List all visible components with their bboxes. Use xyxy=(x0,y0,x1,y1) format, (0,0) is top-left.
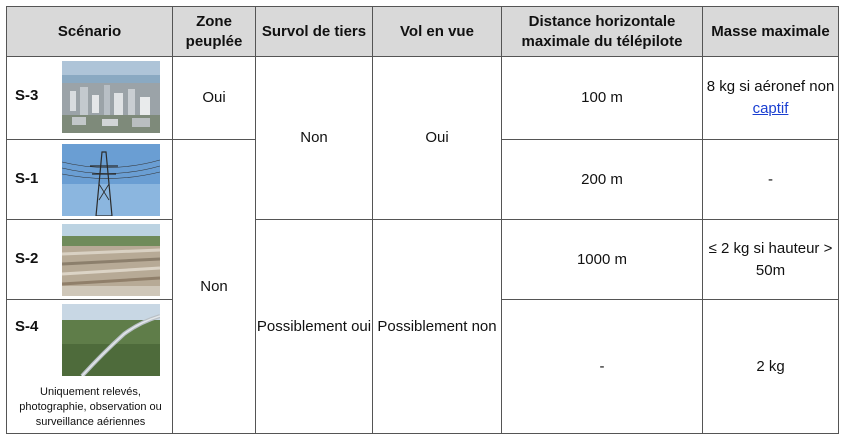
masse-cell: 2 kg xyxy=(703,300,839,434)
pipeline-photo xyxy=(62,304,160,376)
survol-possible-cell: Possiblement oui xyxy=(256,220,373,434)
scenario-note: Uniquement relevés, photographie, observation ou surveillance aériennes xyxy=(19,386,162,428)
drone-scenario-table xyxy=(6,6,839,434)
scenario-id: S-2 xyxy=(15,250,39,267)
vue-possible-cell: Possiblement non xyxy=(373,220,502,434)
scenario-cell xyxy=(7,220,173,300)
masse-cell xyxy=(703,57,839,140)
distance-cell: 200 m xyxy=(502,140,703,220)
table-row xyxy=(7,220,839,300)
scenario-cell xyxy=(7,300,173,434)
header-masse: Masse maximale xyxy=(703,7,839,57)
distance-cell: - xyxy=(502,300,703,434)
zone-non-cell: Non xyxy=(173,140,256,434)
scenario-cell xyxy=(7,57,173,140)
survol-non-cell: Non xyxy=(256,57,373,220)
scenario-cell xyxy=(7,140,173,220)
header-zone-peuplee: Zone peuplée xyxy=(173,7,256,57)
vue-oui-cell: Oui xyxy=(373,57,502,220)
captif-link[interactable]: captif xyxy=(752,100,789,117)
table-row xyxy=(7,57,839,140)
masse-cell: ≤ 2 kg si hauteur > 50m xyxy=(703,220,839,300)
header-survol-tiers: Survol de tiers xyxy=(256,7,373,57)
scenario-id: S-3 xyxy=(15,87,39,104)
city-skyline-photo xyxy=(62,61,160,133)
header-row xyxy=(7,7,839,57)
header-distance: Distance horizontale maximale du télépilote xyxy=(502,7,703,57)
distance-cell: 100 m xyxy=(502,57,703,140)
quarry-photo xyxy=(62,224,160,296)
scenario-id: S-1 xyxy=(15,170,39,187)
masse-text: 8 kg si aéronef non xyxy=(706,78,835,95)
scenario-id: S-4 xyxy=(15,318,39,335)
header-scenario: Scénario xyxy=(7,7,173,57)
zone-peuplee-cell: Oui xyxy=(173,57,256,140)
header-vol-en-vue: Vol en vue xyxy=(373,7,502,57)
distance-cell: 1000 m xyxy=(502,220,703,300)
masse-cell: - xyxy=(703,140,839,220)
power-pylon-photo xyxy=(62,144,160,216)
